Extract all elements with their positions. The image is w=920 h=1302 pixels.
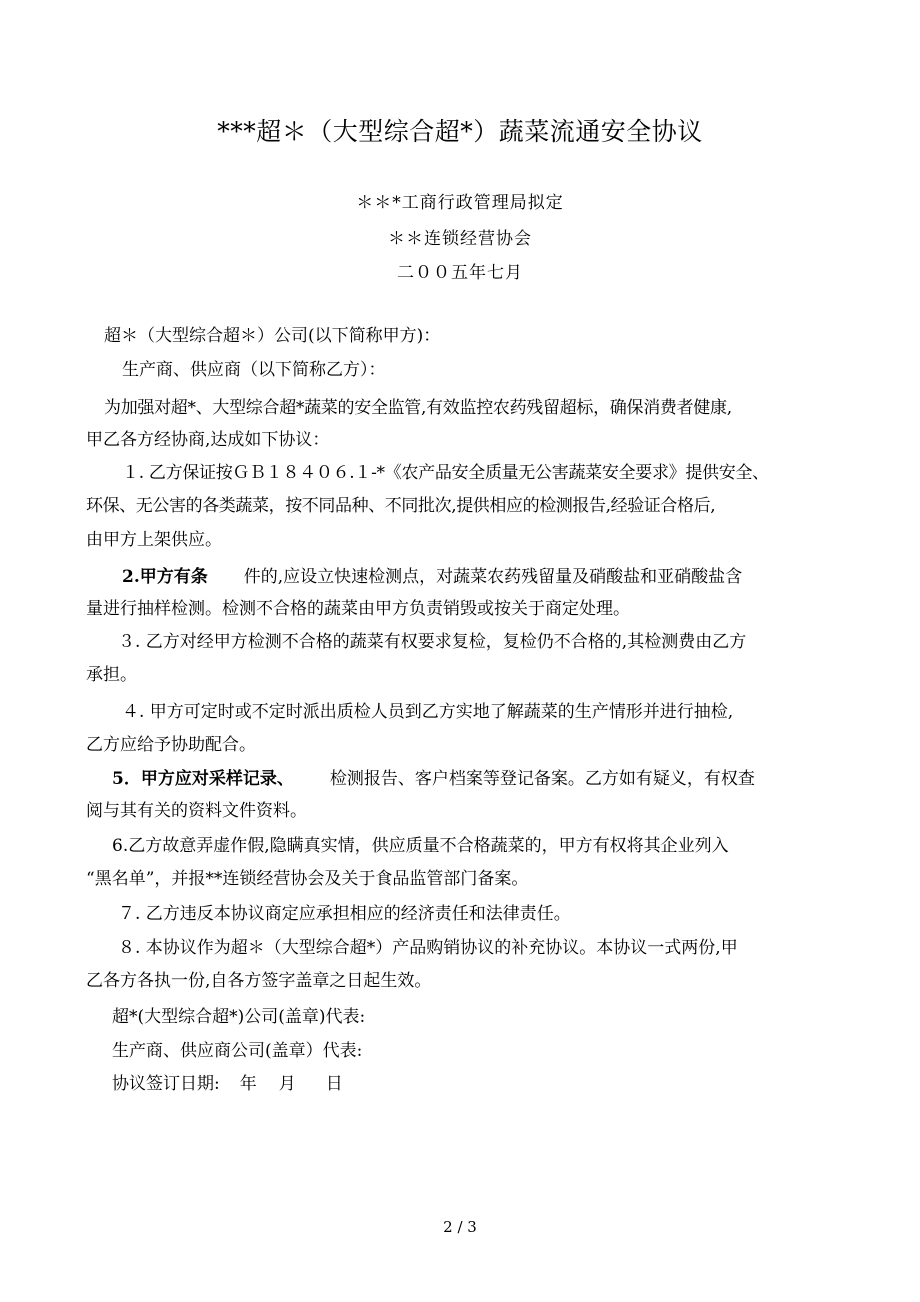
- intro-line-1: 为加强对超*、大型综合超*蔬菜的安全监管,有效监控农药残留超标，确保消费者健康,: [104, 398, 732, 418]
- clause-4-line-2: 乙方应给予协助配合。: [86, 735, 256, 755]
- clause-2-line-1: [122, 565, 742, 589]
- clause-2-bold-lead: 2.甲方有条: [122, 567, 208, 587]
- clause-8-line-2: 乙各方各执一份,自各方签字盖章之日起生效。: [86, 971, 432, 991]
- clause-5-bold-lead: 5．甲方应对采样记录、: [112, 769, 294, 789]
- party-b-line: 生产商、供应商（以下简称乙方）：: [122, 360, 386, 380]
- clause-1-line-3: 由甲方上架供应。: [86, 530, 222, 550]
- party-a-line: 超＊（大型综合超＊）公司(以下简称甲方)：: [104, 326, 441, 346]
- clause-3-line-1: ３. 乙方对经甲方检测不合格的蔬菜有权要求复检，复检仍不合格的,其检测费由乙方: [118, 632, 747, 652]
- clause-6-line-1: 6.乙方故意弄虚作假,隐瞒真实情，供应质量不合格蔬菜的，甲方有权将其企业列入: [112, 836, 729, 856]
- clause-5-rest: 检测报告、客户档案等登记备案。乙方如有疑义，有权查: [329, 769, 755, 789]
- sign-year: 年: [239, 1074, 257, 1094]
- association-line: ＊＊连锁经营协会: [388, 229, 532, 249]
- clause-5-line-1: [112, 767, 755, 791]
- clause-1-line-2: 环保、无公害的各类蔬菜，按不同品种、不同批次,提供相应的检测报告,经验证合格后,: [86, 496, 716, 516]
- intro-line-2: 甲乙各方经协商,达成如下协议：: [86, 430, 330, 450]
- clause-3-line-2: 承担。: [86, 665, 137, 685]
- party-a-signature: 超*(大型综合超*)公司(盖章)代表:: [112, 1007, 366, 1027]
- sign-date-label: 协议签订日期:: [112, 1074, 220, 1094]
- clause-5-line-2: 阅与其有关的资料文件资料。: [86, 801, 307, 821]
- clause-1-line-1: １. 乙方保证按ＧＢ１８４０６.１-*《农产品安全质量无公害蔬菜安全要求》提供安全、: [122, 463, 769, 483]
- party-b-signature: 生产商、供应商公司(盖章）代表:: [112, 1041, 363, 1061]
- clause-8-line-1: ８. 本协议作为超＊（大型综合超*）产品购销协议的补充协议。本协议一式两份,甲: [118, 938, 738, 958]
- sign-month: 月: [278, 1074, 296, 1094]
- sign-date-line: [112, 1072, 343, 1096]
- page-number: 2 / 3: [443, 1218, 477, 1236]
- clause-4-line-1: ４. 甲方可定时或不定时派出质检人员到乙方实地了解蔬菜的生产情形并进行抽检,: [122, 702, 734, 722]
- issuer-line: ＊＊*工商行政管理局拟定: [356, 193, 564, 213]
- clause-6-line-2: “黑名单”，并报**连锁经营协会及关于食品监管部门备案。: [86, 869, 529, 889]
- clause-2-line-2: 量进行抽样检测。检测不合格的蔬菜由甲方负责销毁或按关于商定处理。: [86, 599, 630, 619]
- document-title: ***超＊（大型综合超*）蔬菜流通安全协议: [217, 117, 703, 146]
- sign-day: 日: [325, 1074, 343, 1094]
- clause-7-line: ７. 乙方违反本协议商定应承担相应的经济责任和法律责任。: [118, 904, 571, 924]
- date-line: 二００五年七月: [397, 263, 523, 283]
- clause-2-rest: 件的,应设立快速检测点，对蔬菜农药残留量及硝酸盐和亚硝酸盐含: [243, 567, 743, 587]
